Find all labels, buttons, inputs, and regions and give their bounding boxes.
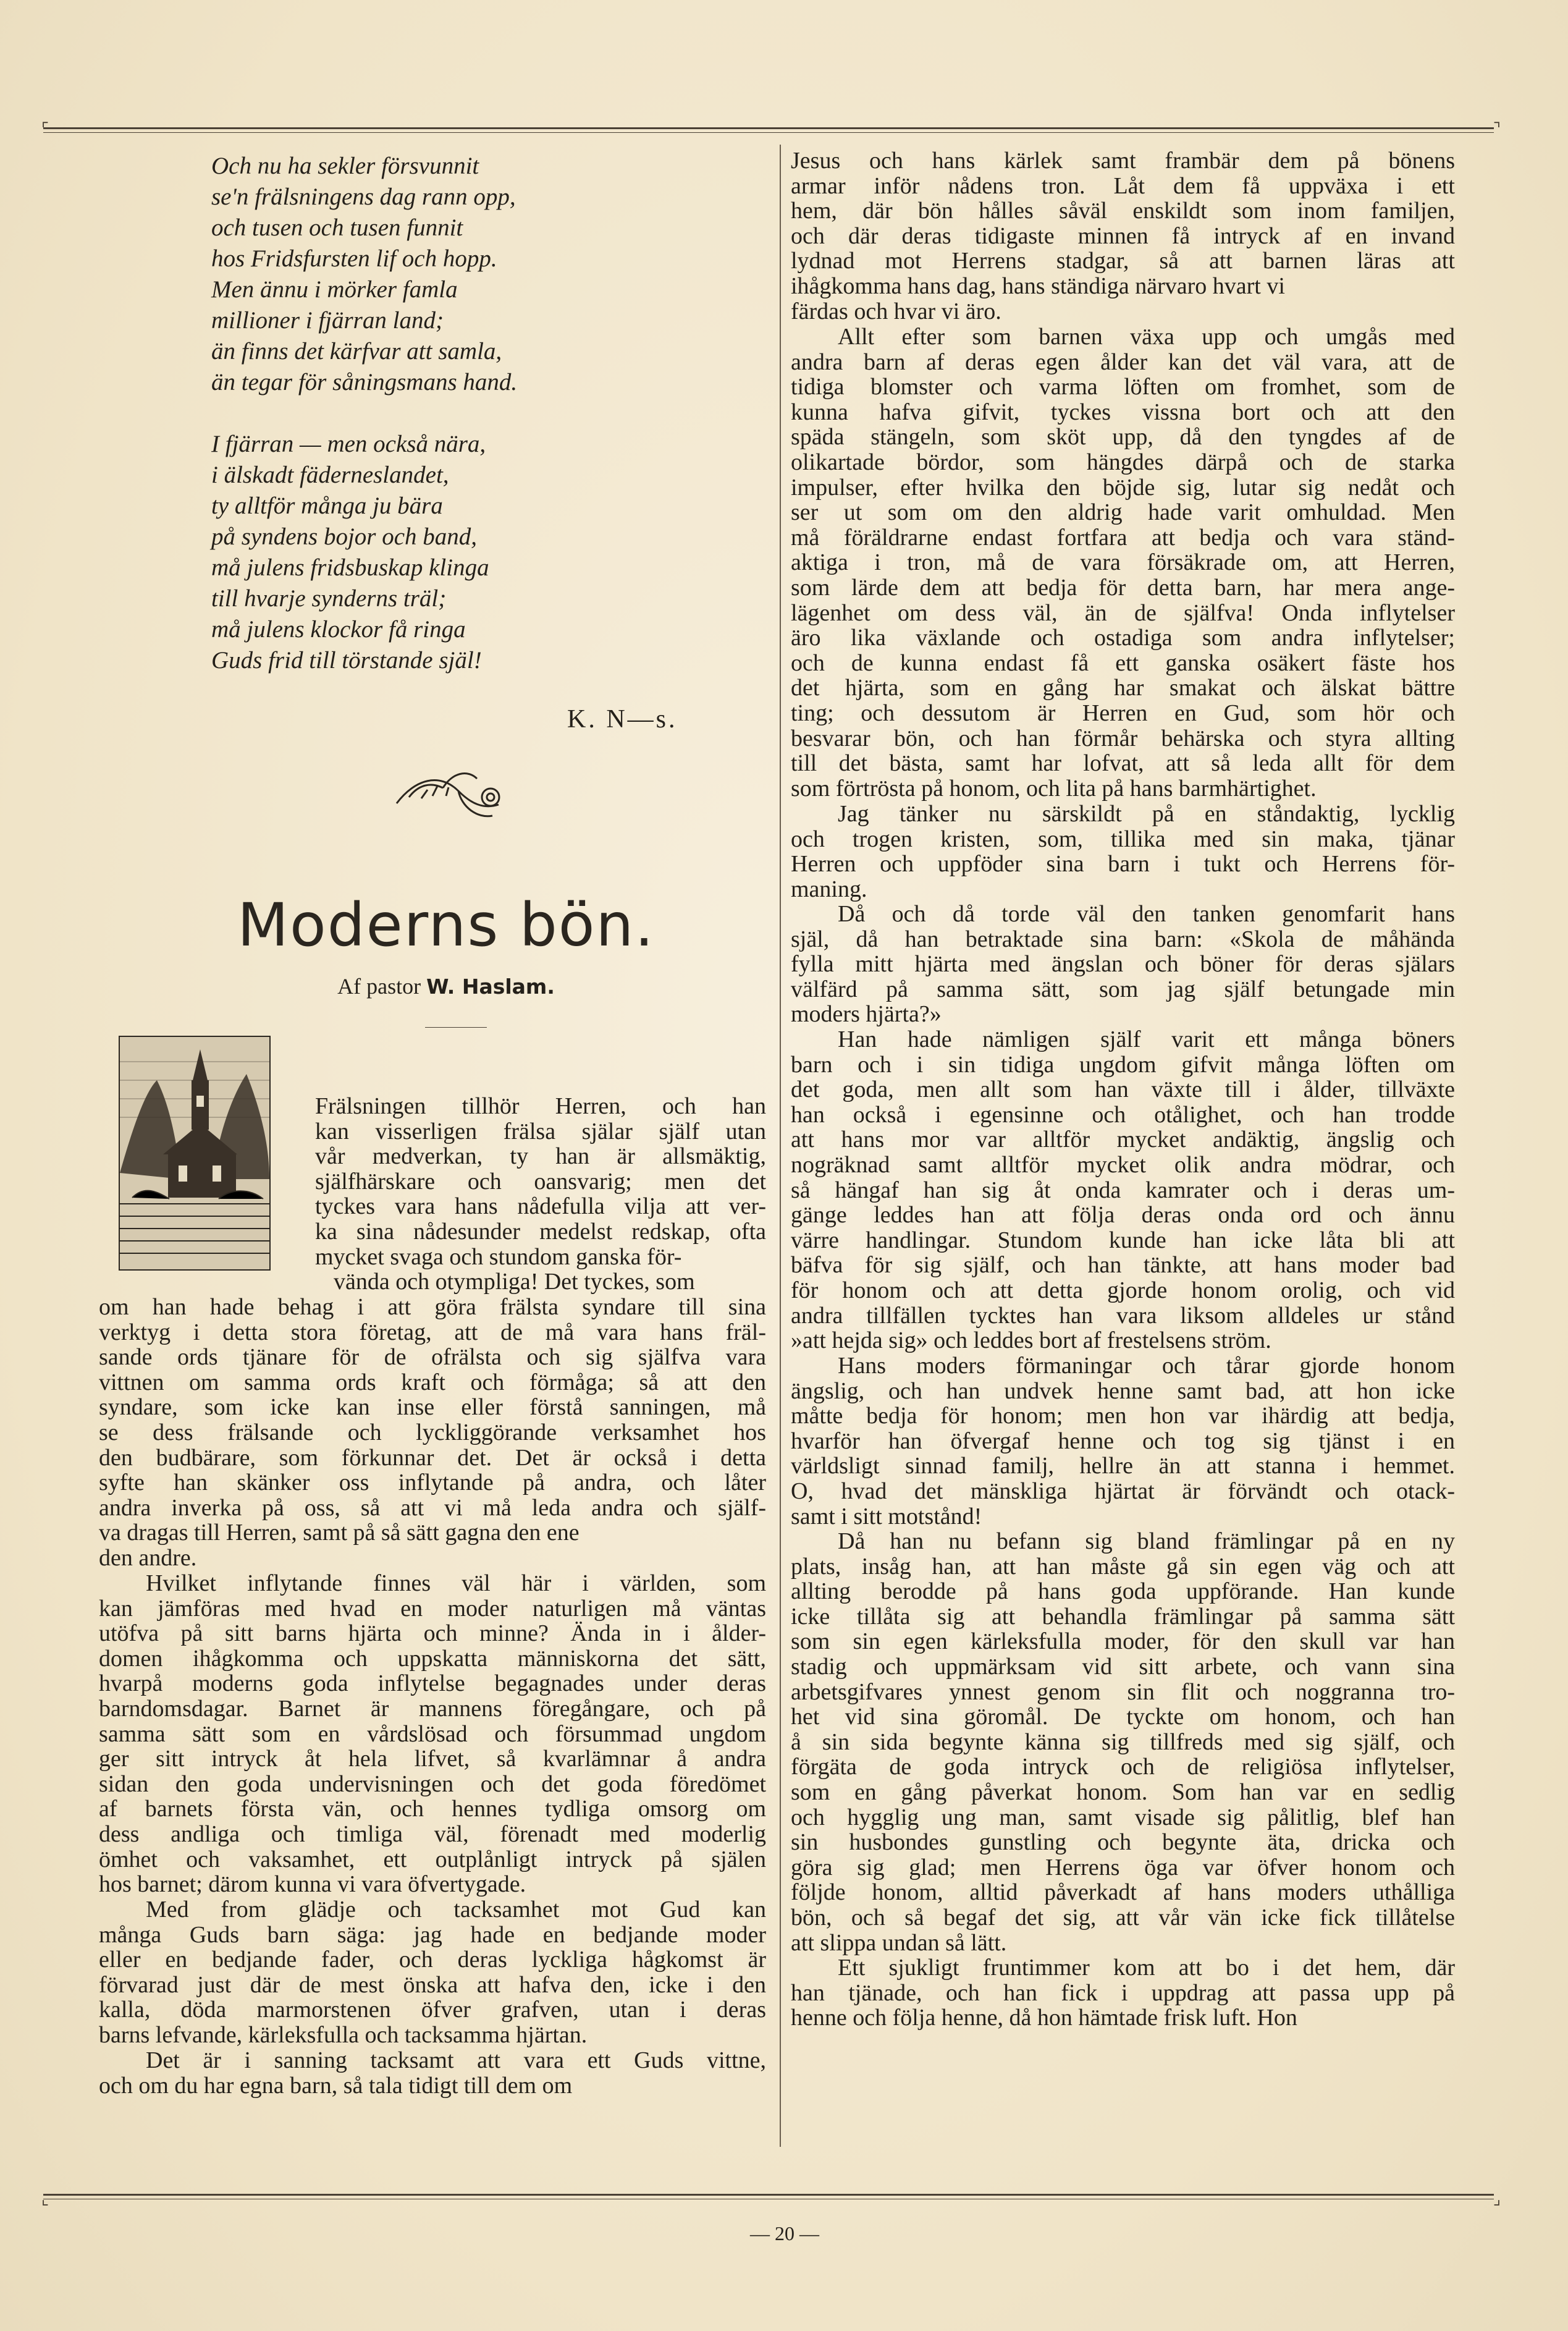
text-line: kan visserligen frälsa själar själf utan [315, 1118, 766, 1144]
text-line: sande ords tjänare för de ofrälsta och sig själfva vara [99, 1344, 766, 1371]
text-line: bäfva för sig själf, och han tänkte, att hans moder bad [791, 1252, 1455, 1279]
text-line: olikartade bördor, som hängdes därpå och de starka [791, 449, 1455, 475]
text-line: han också i egensinne och otålighet, och han trodde [791, 1101, 1455, 1128]
text-line: barns lefvande, kärleksfulla och tacksamma hjärtan. [99, 2021, 588, 2048]
text-line: ger sitt intryck åt hela lifvet, så kvarlämnar å andra [99, 1746, 766, 1772]
text-line: tidiga blomster och varma löften om fromhet, som de [791, 374, 1455, 400]
text-line: om han hade behag i att göra frälsta syndare till sina [99, 1294, 766, 1320]
text-line: mycket svaga och stundom ganska för- [315, 1243, 682, 1270]
text-line: icke tillåta sig att behandla främlingar på samma sätt [791, 1603, 1455, 1630]
text-line: Det är i sanning tacksamt att vara ett Guds vittne, [146, 2047, 766, 2073]
article-paragraph [791, 1353, 1455, 1529]
corner-ornament-icon: ⌟ [1493, 2190, 1501, 2209]
text-line: vår medverkan, ty han är allsmäktig, [315, 1143, 766, 1170]
poem-line: och tusen och tusen funnit [211, 214, 463, 241]
text-line: fylla mitt hjärta med ängslan och böner för deras själars [791, 951, 1455, 978]
text-line: impulser, efter hvilka den böjde sig, lutar sig nedåt och [791, 474, 1455, 501]
text-line: maning. [791, 876, 867, 902]
text-line: Frälsningen tillhör Herren, och han [315, 1093, 766, 1119]
article-paragraph [791, 802, 1455, 902]
article-paragraph [99, 1897, 766, 2048]
article-paragraph [99, 2048, 766, 2098]
article-paragraph [791, 1529, 1455, 1955]
poem-line: Guds frid till törstande själ! [211, 647, 482, 674]
text-line: Då och då torde väl den tanken genomfarit hans [838, 901, 1455, 927]
text-line: måtte bedja för honom; men hon var ihärdig att bedja, [791, 1403, 1455, 1429]
text-line: och om du har egna barn, så tala tidigt till dem om [99, 2072, 573, 2099]
text-line: och hygglig ung man, samt visade sig pålitlig, blef han [791, 1804, 1455, 1830]
text-line: och trogen kristen, som, tillika med sin maka, tjänar [791, 826, 1455, 852]
text-line: förgäta de goda intryck och de religiösa inflytelser, [791, 1754, 1455, 1780]
text-line: samma sätt som en vårdslösad och försummad ungdom [99, 1720, 766, 1747]
text-line: och de kunna endast få ett ganska osäkert fäste hos [791, 649, 1455, 676]
text-line: Allt efter som barnen växa upp och umgås med [838, 324, 1455, 350]
text-line: va dragas till Herren, samt på så sätt gagna den ene [99, 1520, 580, 1546]
article-paragraph [791, 1027, 1455, 1353]
article-paragraph [791, 324, 1455, 801]
poem-line: i älskadt fäderneslandet, [211, 462, 449, 488]
text-line: andra tillfällen tycktes han vara liksom alldeles ur stånd [791, 1302, 1455, 1329]
text-line: andra barn af deras egen ålder kan det väl vara, att de [791, 349, 1455, 375]
top-border-rule [43, 127, 1494, 129]
text-line: tyckes vara hans nådefulla vilja att ver- [315, 1193, 766, 1220]
text-line: som lärde dem att bedja för detta barn, har mera ange- [791, 574, 1455, 601]
text-line: att hans mor var alltför mycket andäktig, ängslig och [791, 1127, 1455, 1153]
text-line: bön, och så begaf det sig, att vår vän icke fick tillåtelse [791, 1904, 1455, 1931]
text-line: lägenhet om dess väl, än de själfva! Onda inflytelser [791, 599, 1455, 626]
poem-stanza [211, 429, 706, 676]
text-line: besvarar bön, och han förmår behärska och styra allting [791, 725, 1455, 751]
text-line: dess andliga och timliga väl, förenadt med moderlig [99, 1821, 766, 1847]
text-line: så hängaf han sig åt onda kamrater och i deras um- [791, 1177, 1455, 1203]
text-line: eller en bedjande fader, och deras lyckliga hågkomst är [99, 1947, 766, 1973]
poem-line: än tegar för såningsmans hand. [211, 369, 518, 396]
poem-line: se'n frälsningens dag rann opp, [211, 184, 516, 210]
corner-ornament-icon: ⌞ [41, 2190, 49, 2209]
text-line: världsligt sinnad familj, hellre än att stanna i hemmet. [791, 1453, 1455, 1479]
text-line: domen ihågkomma och uppskatta människorna det sätt, [99, 1645, 766, 1672]
text-line: sidan den goda undervisningen och det goda föredömet [99, 1770, 766, 1797]
text-line: han tjänade, och han fick i uppdrag att passa upp på [791, 1979, 1455, 2006]
text-line: förvarad just där de mest önska att hafva den, icke i den [99, 1971, 766, 1998]
poem-line: Men ännu i mörker famla [211, 276, 458, 303]
text-line: Jag tänker nu särskildt på en ståndaktig, lycklig [838, 801, 1455, 827]
text-line: ka sina nådesunder medelst redskap, ofta [315, 1218, 766, 1245]
text-line: ömhet och vaksamhet, ett outplånligt intryck på själen [99, 1846, 766, 1872]
text-line: kalla, döda marmorstenen öfver grafven, utan i deras [99, 1997, 766, 2023]
text-line: Jesus och hans kärlek samt frambär dem på bönens [791, 148, 1455, 174]
text-line: barn och i sin tidiga ungdom gifvit många löften om [791, 1051, 1455, 1078]
text-line: hvarför han öfvergaf henne och tog sig tjänst i en [791, 1428, 1455, 1454]
text-line: må föräldrarne endast fortfara att bedja och vara ständ- [791, 524, 1455, 551]
article-paragraph [791, 148, 1455, 299]
article-paragraph [99, 1571, 766, 1897]
text-line: som sin egen kärleksfulla moder, för den skull var han [791, 1628, 1455, 1655]
column-divider [780, 145, 781, 2147]
text-line: het vid sina göromål. De tyckte om honom, och han [791, 1704, 1455, 1730]
text-line: O, hvad det mänskliga hjärtat är förvändt och otack- [791, 1478, 1455, 1504]
text-line: Hvilket inflytande finnes väl här i världen, som [146, 1570, 766, 1596]
byline-author: W. Haslam. [426, 975, 555, 999]
poem-line: må julens fridsbuskap klinga [211, 554, 489, 581]
text-line: verktyg i detta stora företag, att de må vara hans fräl- [99, 1319, 766, 1345]
page-number: — 20 — [750, 2222, 819, 2244]
text-line: själ, då han betraktade sina barn: «Skola de måhända [791, 926, 1455, 952]
text-line: syndare, som icke kan inse eller förstå sanningen, må [99, 1394, 766, 1421]
top-border-rule-thin [43, 132, 1494, 133]
poem-signature: K. N—s. [567, 705, 678, 734]
text-line: nogräknad samt alltför mycket olik andra mödrar, och [791, 1151, 1455, 1178]
text-line: själfhärskare och oansvarig; men det [315, 1168, 766, 1195]
text-line: hvarpå moderns goda inflytelse begagnades under deras [99, 1670, 766, 1697]
text-line: hos barnet; därom kunna vi vara öfvertygade. [99, 1871, 526, 1898]
text-line: äro lika växlande och ostadiga som andra inflytelser; [791, 625, 1455, 651]
text-line: Ett sjukligt fruntimmer kom att bo i det hem, där [838, 1955, 1455, 1981]
text-line: välfärd på samma sätt, som jag själf betungade min [791, 976, 1455, 1002]
text-line: späda stängeln, som sköt upp, då den tyngdes af de [791, 424, 1455, 451]
text-line: moders hjärta?» [791, 1001, 942, 1028]
text-line: Herren och uppföder sina barn i tukt och Herrens för- [791, 851, 1455, 878]
text-line: gänge leddes han att följa deras onda ord och ännu [791, 1202, 1455, 1229]
text-line: att slippa undan så lätt. [791, 1929, 1007, 1956]
corner-ornament-icon: ⌝ [1493, 120, 1501, 138]
poem-line: på syndens bojor och band, [211, 523, 478, 550]
text-line: det hjärta, som en gång har smakat och älskat bättre [791, 675, 1455, 701]
text-line: af barnets första vän, och hennes tydliga omsorg om [99, 1796, 766, 1822]
text-line: färdas och hvar vi äro. [791, 298, 1001, 324]
text-line: Hans moders förmaningar och tårar gjorde honom [838, 1353, 1455, 1379]
text-line: hem, där bön hålles såväl enskildt som inom familjen, [791, 198, 1455, 224]
text-line: ting; och dessutom är Herren en Gud, som hör och [791, 700, 1455, 726]
text-line: göra sig glad; men Herrens öga var öfver honom och [791, 1854, 1455, 1880]
byline-prefix: Af pastor [337, 974, 421, 999]
poem-line: millioner i fjärran land; [211, 307, 444, 334]
article-paragraph [791, 1955, 1455, 2031]
article-paragraph [315, 1094, 766, 1269]
text-line: å sin sida begynte känna sig tillfreds med sig själf, och [791, 1728, 1455, 1755]
text-line: Då han nu befann sig bland främlingar på en ny [838, 1528, 1455, 1554]
text-line: se dess frälsande och lyckliggörande verksamhet hos [99, 1419, 766, 1445]
floral-ornament-icon [384, 760, 508, 828]
text-line: lydnad mot Herrens stadgar, så att barnen läras att [791, 248, 1455, 274]
article-paragraph [791, 902, 1455, 1027]
text-line: barndomsdagar. Barnet är mannens föregångare, och på [99, 1695, 766, 1722]
text-line: arbetsgifvares ynnest genom sin flit och noggranna tro- [791, 1678, 1455, 1705]
text-line: kan jämföras med hvad en moder naturligen må väntas [99, 1595, 766, 1622]
text-line: som förtrösta på honom, och lita på hans barmhärtighet. [791, 775, 1317, 802]
text-line: plats, insåg han, att han måste gå sin egen väg och att [791, 1553, 1455, 1580]
poem-line: hos Fridsfursten lif och hopp. [211, 245, 497, 272]
article-paragraph [791, 299, 1455, 324]
poem-line: till hvarje synderns träl; [211, 585, 447, 612]
poem-line: må julens klockor få ringa [211, 616, 466, 643]
text-line: kunna hafva gifvit, tyckes vissna bort och att den [791, 399, 1455, 425]
poem-line: Och nu ha sekler försvunnit [211, 153, 479, 179]
text-line: ängslig, och han undvek henne samt bad, att hon icke [791, 1377, 1455, 1404]
poem-line: I fjärran — men också nära, [211, 431, 486, 457]
article-paragraph [334, 1269, 766, 1295]
text-line: följde honom, alltid påverkadt af hans moders uthålliga [791, 1879, 1455, 1906]
text-line: syfte han skänker oss inflytande på andra, och låter [99, 1470, 766, 1496]
bottom-border-rule [43, 2194, 1494, 2196]
poem-line: än finns det kärfvar att samla, [211, 338, 502, 365]
text-line: ser ut som om den aldrig hade varit omhuldad. Men [791, 499, 1455, 526]
text-line: för honom och att detta gjorde honom orolig, och vid [791, 1277, 1455, 1303]
text-line: aktiga i tron, må de vara försäkrade om, att Herren, [791, 549, 1455, 576]
poem-line: ty alltför många ju bära [211, 493, 443, 519]
text-line: det goda, men allt som han växte till i ålder, tillväxte [791, 1077, 1455, 1103]
byline-rule [425, 1027, 487, 1028]
text-line: stadig och uppmärksam vid sitt arbete, och vann sina [791, 1653, 1455, 1680]
text-line: den budbärare, som förkunnar det. Det är också i detta [99, 1444, 766, 1471]
text-line: till det bästa, samt har lofvat, att så leda allt för dem [791, 750, 1455, 777]
text-line: den andre. [99, 1545, 197, 1571]
text-line: vända och otympliga! Det tyckes, som [334, 1269, 695, 1295]
text-line: allting berodde på hans goda uppförande. Han kunde [791, 1578, 1455, 1605]
text-line: »att hejda sig» och leddes bort af frestelsens ström. [791, 1327, 1271, 1354]
text-line: värre handlingar. Stundom kunde han icke låta bli att [791, 1227, 1455, 1253]
text-line: och där deras tidigaste minnen få intryck af en invand [791, 222, 1455, 249]
article-byline [193, 973, 699, 1001]
text-line: Med from glädje och tacksamhet mot Gud kan [146, 1897, 766, 1923]
text-line: armar inför nådens tron. Låt dem få uppväxa i ett [791, 172, 1455, 199]
text-line: ihågkomma hans dag, hans ständiga närvaro hvart vi [791, 273, 1285, 299]
article-paragraph [99, 1295, 766, 1546]
text-line: henne och följa henne, då hon hämtade frisk luft. Hon [791, 2005, 1297, 2031]
text-line: vittnen om samma ords kraft och förmåga; så att den [99, 1369, 766, 1395]
article-title: Moderns bön. [237, 891, 655, 960]
article-paragraph [99, 1546, 766, 1571]
church-woodcut-icon [119, 1036, 271, 1271]
poem [211, 151, 706, 707]
text-line: samt i sitt motstånd! [791, 1503, 982, 1529]
text-line: utöfva på sitt barns hjärta och minne? Ända in i ålder- [99, 1620, 766, 1647]
text-line: Han hade nämligen själf varit ett många böners [838, 1026, 1455, 1052]
text-line: som en gång påverkat honom. Som han var en sedlig [791, 1779, 1455, 1805]
corner-ornament-icon: ⌜ [41, 120, 49, 138]
text-line: många Guds barn säga: jag hade en bedjande moder [99, 1921, 766, 1948]
text-line: sin husbondes gunstling och begynte äta, dricka och [791, 1829, 1455, 1856]
poem-stanza [211, 151, 706, 398]
text-line: andra inverka på oss, så att vi må leda andra och själf- [99, 1494, 766, 1521]
